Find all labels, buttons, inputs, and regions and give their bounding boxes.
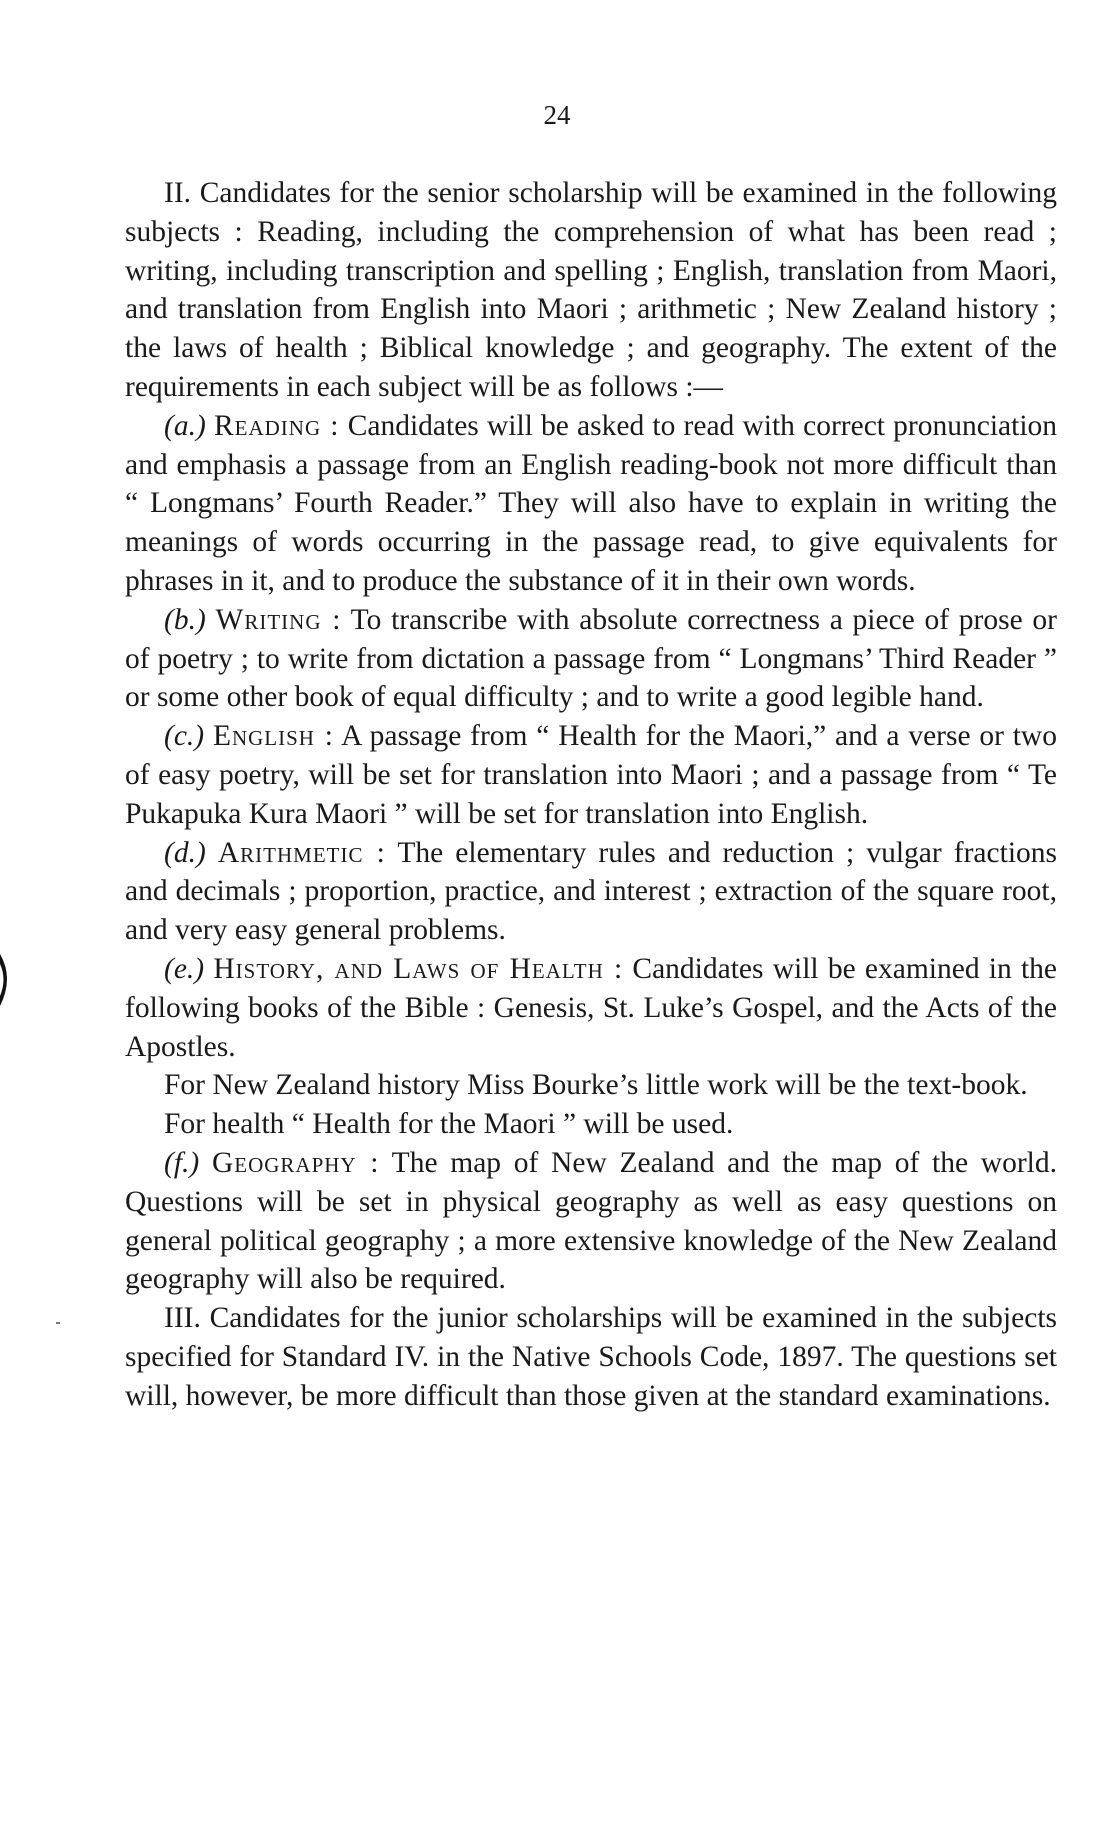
item-label: (b.) (164, 603, 206, 636)
subject-heading: Reading : (213, 409, 340, 442)
subject-heading: Writing : (215, 603, 342, 636)
speck (56, 1322, 60, 1324)
page-number: 24 (543, 100, 571, 130)
paragraph-geography: (f.) Geography : The map of New Zealand and the map of the world. Questions will be set in physical geography as well as easy questions on general political geography ; a more extensive knowledge of the New Zealand geography will also be required. (125, 1146, 1057, 1296)
paragraph-section-iii: III. Candidates for the junior scholarships will be examined in the subjects specified for Standard IV. in the Native Schools Code, 1897. The questions set will, however, be more difficult than those given at the standard examinations. (125, 1302, 1057, 1412)
paragraph-writing: (b.) Writing : To transcribe with absolute correctness a piece of prose or of poetry ; to write from dictation a passage from “ Longmans’ Third Reader ” or some other book of equal difficulty ; and to write a good legible hand. (125, 603, 1057, 714)
subject-heading: Arithmetic : (217, 836, 386, 869)
binding-mark (0, 952, 14, 1008)
paragraph-section-ii: II. Candidates for the senior scholarship will be examined in the following subjects : Reading, including the comprehension of what has been read ; writing, including transcription and spelling ; English, translation from Maori, and translation from English into Maori ; arithmetic ; New Zealand history ; the laws of health ; Biblical knowledge ; and geography. The extent of the requirements in each subject will be as follows :— (125, 177, 1057, 403)
paragraph-history: (e.) History, and Laws of Health : Candidates will be examined in the following books of the Bible : Genesis, St. Luke’s Gospel, and the Acts of the Apostles. (125, 952, 1057, 1063)
item-label: (f.) (164, 1146, 200, 1179)
item-label: (d.) (164, 836, 206, 869)
paragraph-health: For health “ Health for the Maori ” will be used. (164, 1108, 734, 1141)
subject-heading: Geography : (211, 1146, 380, 1179)
body-text (125, 174, 1057, 1416)
item-label: (e.) (164, 952, 205, 985)
paragraph-english: (c.) English : A passage from “ Health for the Maori,” and a verse or two of easy poetry, will be set for translation into Maori ; and a passage from “ Te Pukapuka Kura Maori ” will be set for translation into English. (125, 720, 1057, 830)
paragraph-arithmetic: (d.) Arithmetic : The elementary rules and reduction ; vulgar fractions and decimals ; proportion, practice, and interest ; extraction of the square root, and very easy general problems. (125, 836, 1057, 947)
item-label: (a.) (164, 409, 206, 442)
subject-heading: History, and Laws of Health : (213, 952, 624, 985)
paragraph-nz-history: For New Zealand history Miss Bourke’s little work will be the text-book. (164, 1069, 1028, 1102)
subject-heading: English : (212, 720, 334, 753)
item-label: (c.) (164, 720, 205, 753)
paragraph-reading: (a.) Reading : Candidates will be asked to read with correct pronunciation and emphasis a passage from an English reading-book not more difficult than “ Longmans’ Fourth Reader.” They will also have to explain in writing the meanings of words occurring in the passage read, to give equivalents for phrases in it, and to produce the substance of it in their own words. (125, 409, 1058, 597)
